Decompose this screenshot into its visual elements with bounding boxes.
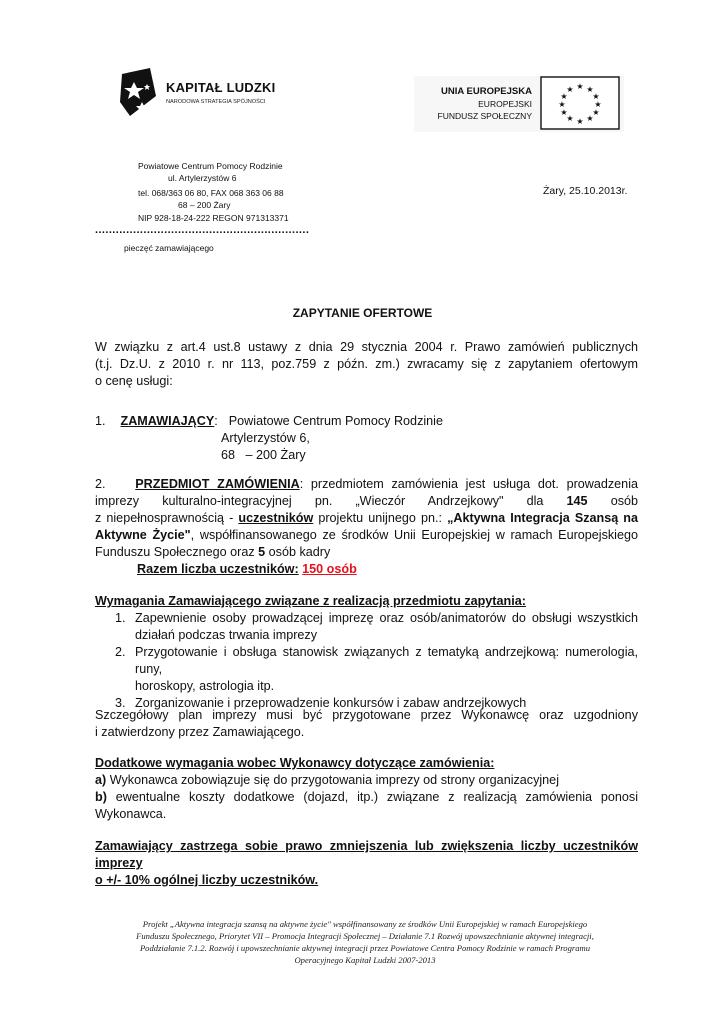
section-2-label: PRZEDMIOT ZAMÓWIENIA bbox=[135, 477, 300, 491]
svg-text:★: ★ bbox=[560, 92, 568, 101]
intro-paragraph bbox=[95, 339, 638, 390]
requirement-text-cont: działań podczas trwania imprezy bbox=[135, 628, 317, 642]
sender-phone: tel. 068/363 06 80, FAX 068 363 06 88 bbox=[138, 188, 284, 198]
section-2-line-3c: projektu unijnego pn.: bbox=[318, 511, 442, 525]
section-2-line-2c: osób bbox=[610, 494, 639, 508]
project-footer bbox=[80, 918, 650, 966]
requirements-heading: Wymagania Zamawiającego związane z realizacją przedmiotu zapytania: bbox=[95, 594, 526, 608]
sender-city: 68 – 200 Żary bbox=[178, 200, 231, 210]
section-2-line-5a: Funduszu Społecznego oraz bbox=[95, 545, 255, 559]
footer-line-4: Operacyjnego Kapitał Ludzki 2007-2013 bbox=[294, 955, 436, 965]
svg-text:★: ★ bbox=[592, 92, 600, 101]
section-1-number: 1. bbox=[95, 414, 106, 428]
requirements-section bbox=[95, 593, 638, 712]
total-participants-value: 150 osób bbox=[302, 562, 357, 576]
section-2-line-3a: z niepełnosprawnością - bbox=[95, 511, 234, 525]
kapital-ludzki-logo bbox=[120, 66, 290, 118]
eu-logo-line1: UNIA EUROPEJSKA bbox=[441, 86, 532, 97]
intro-line-2: (t.j. Dz.U. z 2010 r. nr 113, poz.759 z późn. zm.) zwracamy się z zapytaniem ofertowym bbox=[95, 357, 638, 371]
svg-text:★: ★ bbox=[576, 82, 584, 91]
kapital-ludzki-title: KAPITAŁ LUDZKI bbox=[166, 80, 276, 95]
requirement-item bbox=[95, 610, 638, 644]
participants-count: 145 bbox=[566, 494, 588, 508]
requirement-number: 3. bbox=[115, 696, 126, 710]
intro-line-3: o cenę usługi: bbox=[95, 374, 173, 388]
requirement-text: Zorganizowanie i przeprowadzenie konkursów i zabaw andrzejkowych bbox=[135, 696, 527, 710]
section-1-label: ZAMAWIAJĄCY bbox=[120, 414, 215, 428]
section-2-number: 2. bbox=[95, 477, 106, 491]
sender-name: Powiatowe Centrum Pomocy Rodzinie bbox=[138, 161, 283, 171]
stamp-label: pieczęć zamawiającego bbox=[124, 243, 214, 253]
item-b-text: ewentualne koszty dodatkowe (dojazd, itp.) związane z realizacją zamówienia ponosi bbox=[115, 790, 639, 804]
additional-heading: Dodatkowe wymagania wobec Wykonawcy dotyczące zamówienia: bbox=[95, 756, 495, 770]
total-participants-label: Razem liczba uczestników: bbox=[137, 562, 299, 576]
ordering-party-city: 68 – 200 Żary bbox=[221, 448, 306, 462]
plan-line-2: i zatwierdzony przez Zamawiającego. bbox=[95, 725, 305, 739]
svg-text:★: ★ bbox=[586, 85, 594, 94]
kapital-ludzki-subtitle: NARODOWA STRATEGIA SPÓJNOŚCI bbox=[166, 99, 266, 105]
section-1-colon: : bbox=[214, 414, 218, 428]
reservation-clause bbox=[95, 838, 638, 889]
requirement-text: Zapewnienie osoby prowadzącej imprezę oraz osób/animatorów do obsługi wszystkich bbox=[135, 611, 638, 625]
project-name-part-2: Aktywne Życie" bbox=[95, 528, 191, 542]
section-2-participants: uczestników bbox=[238, 511, 314, 525]
requirement-number: 2. bbox=[115, 645, 126, 659]
document-date: Żary, 25.10.2013r. bbox=[543, 185, 628, 197]
project-name-part-1: „Aktywna Integracja Szansą na bbox=[447, 511, 639, 525]
item-b-text-cont: Wykonawca. bbox=[95, 807, 167, 821]
requirement-text: Przygotowanie i obsługa stanowisk związanych z tematyką andrzejkową: numerologia, runy, bbox=[135, 645, 638, 676]
section-2-line-2a: imprezy kulturalno-integracyjnej pn. „Wieczór Andrzejkowy" dla bbox=[95, 494, 544, 508]
eu-logo bbox=[414, 76, 624, 132]
sender-street: ul. Artylerzystów 6 bbox=[168, 173, 237, 183]
eu-flag-icon bbox=[540, 76, 620, 130]
footer-line-3: Poddziałanie 7.1.2. Rozwój i upowszechnianie aktywnej integracji przez Powiatowe Centra Pomocy Rodzinie w ramach Programu bbox=[139, 943, 591, 953]
kapital-ludzki-emblem-icon bbox=[120, 66, 160, 118]
additional-requirements bbox=[95, 755, 638, 823]
requirement-number: 1. bbox=[115, 611, 126, 625]
requirements-list bbox=[95, 610, 638, 712]
eu-logo-line2: EUROPEJSKI bbox=[478, 99, 532, 109]
requirement-item bbox=[95, 644, 638, 695]
section-ordering-party bbox=[95, 413, 638, 464]
svg-text:★: ★ bbox=[576, 117, 584, 126]
item-b-label: b) bbox=[95, 790, 107, 804]
reservation-line-2: o +/- 10% ogólnej liczby uczestników. bbox=[95, 873, 319, 887]
svg-text:★: ★ bbox=[558, 100, 566, 109]
staff-count: 5 bbox=[258, 545, 266, 559]
svg-text:★: ★ bbox=[592, 108, 600, 117]
reservation-line-1: Zamawiający zastrzega sobie prawo zmniejszenia lub zwiększenia liczby uczestników imprezy bbox=[95, 839, 638, 870]
svg-text:★: ★ bbox=[560, 108, 568, 117]
footer-line-1: Projekt „Aktywna integracja szansą na aktywne życie" współfinansowany ze środków Unii Europejskiej w ramach Europejskiego bbox=[142, 919, 588, 929]
sender-ids: NIP 928-18-24-222 REGON 971313371 bbox=[138, 213, 289, 223]
section-2-line-5c: osób kadry bbox=[268, 545, 331, 559]
section-2-line-4b: , współfinansowanego ze środków Unii Europejskiej w ramach Europejskiego bbox=[190, 528, 638, 542]
intro-line-1: W związku z art.4 ust.8 ustawy z dnia 29 stycznia 2004 r. Prawo zamówień publicznych bbox=[95, 340, 638, 354]
svg-text:★: ★ bbox=[566, 114, 574, 123]
item-a-label: a) bbox=[95, 773, 107, 787]
ordering-party-name: Powiatowe Centrum Pomocy Rodzinie bbox=[228, 414, 443, 428]
section-2-line-1: : przedmiotem zamówienia jest usługa dot. prowadzenia bbox=[299, 477, 638, 491]
section-subject bbox=[95, 476, 638, 578]
eu-logo-line3: FUNDUSZ SPOŁECZNY bbox=[437, 111, 532, 121]
page-title: ZAPYTANIE OFERTOWE bbox=[292, 306, 433, 320]
ordering-party-street: Artylerzystów 6, bbox=[221, 431, 310, 445]
requirement-text-cont: horoskopy, astrologia itp. bbox=[135, 679, 275, 693]
svg-text:★: ★ bbox=[566, 85, 574, 94]
footer-line-2: Funduszu Społecznego, Priorytet VII – Promocja Integracji Społecznej – Działanie 7.1 Rozwój upowszechnianie aktywnej integracji, bbox=[136, 931, 594, 941]
stamp-dots: .............................................................. bbox=[95, 224, 310, 236]
svg-text:★: ★ bbox=[594, 100, 602, 109]
svg-text:★: ★ bbox=[586, 114, 594, 123]
total-participants bbox=[95, 561, 638, 578]
item-a-text: Wykonawca zobowiązuje się do przygotowania imprezy od strony organizacyjnej bbox=[109, 773, 559, 787]
plan-line-1: Szczegółowy plan imprezy musi być przygotowane przez Wykonawcę oraz uzgodniony bbox=[95, 708, 638, 722]
plan-paragraph bbox=[95, 707, 638, 741]
